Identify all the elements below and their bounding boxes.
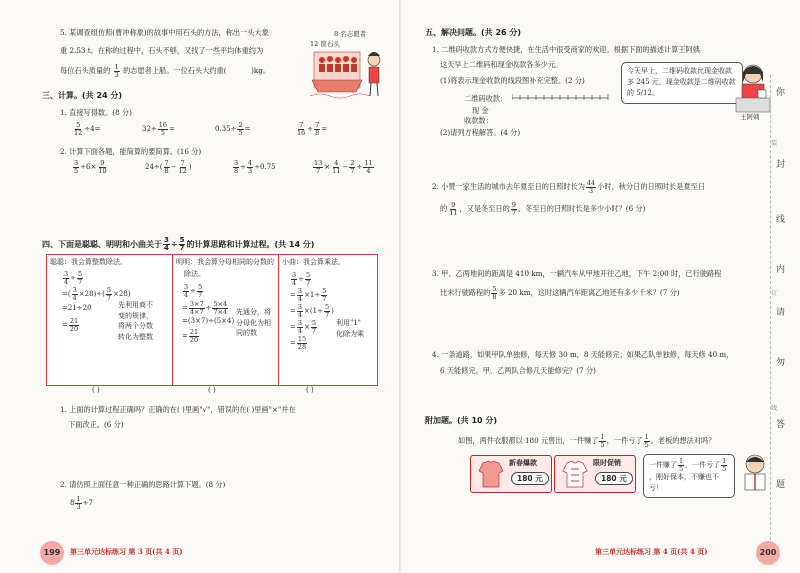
- right-page-number: 200: [756, 541, 780, 565]
- tag-new-year: 新春爆款: [509, 458, 537, 467]
- s4-frac2-num: 5: [179, 236, 185, 244]
- q5-frac-num: 1: [114, 63, 119, 71]
- sidebar-small-3: 线: [771, 405, 778, 412]
- s4-frac2-den: 7: [179, 244, 185, 252]
- col2-note-1: 先通分，将: [236, 308, 271, 316]
- boat-illustration: [310, 30, 390, 108]
- col2-answer-blank[interactable]: ( ): [208, 386, 216, 394]
- woman-illustration: [732, 60, 774, 116]
- s3q1-expr-1[interactable]: $\frac{5}{12}$ ÷4=: [74, 121, 101, 137]
- q5-text-c: )kg。: [251, 66, 271, 75]
- q3-line2: [440, 286, 680, 300]
- q3-frac-den: 8: [492, 292, 497, 301]
- q2-text-b: 小时，秋分日的日照时长是夏至日: [597, 182, 706, 191]
- boss-speech-bubble: [643, 454, 735, 498]
- shirt-icon: [559, 459, 589, 489]
- tag-limited: 限时促销: [593, 458, 621, 467]
- q3-text-a: 比未行驶路程的: [440, 288, 491, 297]
- boss-f1-num: 1: [679, 457, 684, 465]
- col1-note-2: 变的规律，: [118, 311, 153, 320]
- col3-head: 小曲：我会算乘法。: [282, 258, 345, 266]
- col3-answer-blank[interactable]: ( ): [306, 386, 314, 394]
- col1-note-1: 先利用商不: [118, 301, 153, 309]
- q3-frac-num: 5: [492, 285, 497, 293]
- s4-title-b: 的计算思路和计算过程。(共 14 分): [186, 240, 315, 249]
- speaker-label: 王阿姨: [740, 113, 760, 121]
- s3q2-expr-1[interactable]: $\frac{3}{5}$ ÷6× $\frac{9}{10}$: [74, 159, 107, 175]
- right-page: [400, 0, 800, 573]
- q2-f1-den: 3: [588, 186, 594, 195]
- s4-frac1-den: 4: [164, 244, 169, 252]
- extra-f1-num: 1: [600, 433, 605, 441]
- s3q2-expr-2[interactable]: 24÷( $\frac{7}{8}$ − $\frac{7}{12}$ ): [145, 159, 192, 175]
- col3-note-1: 利用"1": [336, 319, 361, 327]
- q2-f2-den: 11: [449, 208, 458, 217]
- q5-line2: 重 2.53 t。在称的过程中，石头不够，又找了一些平均体重约为: [60, 46, 264, 55]
- q1-line1: 1. 二维码收款方式方便快捷，在生活中很受商家的欢迎。根据下面的描述计算王阿姨: [432, 45, 700, 54]
- col1-note: [118, 300, 168, 342]
- col3-note-2: 化除为乘: [336, 329, 364, 338]
- extra-text-a: 如图，两件衣服都以 180 元售出，一件赚了: [458, 436, 599, 445]
- sidebar-char-6: 勿: [776, 358, 786, 368]
- sidebar-char-4: 内: [776, 265, 786, 275]
- s4q2-expr[interactable]: 8 $\frac{1}{3}$ ÷7: [70, 495, 93, 511]
- boss-f2-den: 5: [722, 464, 727, 473]
- boss-text-a: 一件赚了: [649, 461, 677, 469]
- col2-work: $\frac{3}{4}$ ÷ $\frac{5}{7}$ = $\frac{3\times 7}{4\times 7}$ ÷ $\frac{5\times 4}{7\times 4}$ =(3×7)÷(5×4) = $\frac{21}{20}$: [182, 283, 235, 344]
- s3q2-expr-3[interactable]: $\frac{3}{8}$ ÷ $\frac{4}{3}$ ÷0.75: [234, 159, 276, 175]
- s3q1-expr-2[interactable]: 32÷ $\frac{16}{5}$ =: [142, 121, 175, 137]
- clothing-card-1: [470, 455, 552, 493]
- q4-line2: 6 天能修完。甲、乙两队合修几天能修完？(7 分): [440, 366, 596, 375]
- q5-text-a: 每位石头质量的: [60, 66, 111, 75]
- boss-f2-num: 1: [722, 457, 727, 465]
- col2-head: 明明：我会算分母相同的分数的: [176, 258, 274, 266]
- s4-frac1-num: 3: [164, 236, 169, 244]
- q3-text-b: 多 20 km，这时这辆汽车距离乙地还有多少千米？(7 分): [498, 288, 680, 297]
- q1-speech-bubble: [621, 62, 743, 104]
- price-2: 180 元: [595, 472, 633, 485]
- s4q1-line1: 1. 上面的计算过程正确吗？正确的在( )里画"√"，错误的在( )里画"×"并在: [60, 405, 296, 414]
- col2-note-3: 同的数: [236, 329, 257, 337]
- sidebar-char-1: 你: [776, 88, 786, 98]
- q2-f3-den: 7: [511, 208, 516, 217]
- q2-f3-num: 9: [511, 201, 516, 209]
- cash-bar-blank[interactable]: [512, 114, 608, 120]
- clothing-card-2: [554, 455, 636, 493]
- q2-text-c: 的: [440, 204, 448, 213]
- q4-line1: 4. 一条道路，如果甲队单独修，每天修 30 m，8 天能修完；如果乙队单独修，每天修 40 m，: [432, 350, 734, 359]
- sidebar-char-3: 线: [776, 215, 786, 225]
- sidebar-char-7: 答: [776, 420, 786, 430]
- extra-text-b: ，一件亏了: [606, 436, 643, 445]
- s3q2-expr-4[interactable]: $\frac{13}{7}$ × $\frac{4}{11}$ − $\frac{2}{7}$ ÷ $\frac{11}{4}$: [314, 159, 373, 175]
- extra-text-c: 。老板的想法对吗？: [650, 436, 716, 445]
- q2-line1: [432, 180, 705, 194]
- q5-line3: [60, 64, 270, 78]
- s3q1-expr-4[interactable]: $\frac{7}{16}$ ÷ $\frac{7}{8}$ =: [297, 121, 328, 137]
- q3-line1: 3. 甲、乙两地间的距离是 410 km，一辆汽车从甲地开往乙地，下午 2:00 时，已行驶路程: [432, 269, 722, 278]
- q1-line2: 这天早上二维码和现金收款各多少元。: [440, 60, 563, 69]
- q5-line1: 5. 某调查组仿照(曹冲称象)的故事中用石头的方法，称出一头大象: [60, 28, 269, 37]
- box-divider-2: [278, 254, 279, 386]
- col2-note: [236, 307, 271, 339]
- section5-title: 五、解决问题。(共 26 分): [425, 28, 522, 37]
- col1-note-4: 转化为整数: [118, 332, 153, 341]
- section3-title: 三、计算。(共 24 分): [42, 91, 123, 100]
- boss-text-c: ，刚好保本，不赚也不亏！: [649, 473, 719, 493]
- s3q1-title: 1. 直接写得数。(8 分): [60, 108, 132, 117]
- q2-text-e: ，冬至日的日照时长是多少小时？(6 分): [517, 204, 646, 213]
- boss-illustration: [740, 452, 770, 492]
- col3-note: [336, 318, 364, 339]
- col1-note-3: 将两个分数: [118, 322, 153, 330]
- extra-line: [458, 434, 715, 448]
- col2-note-2: 分母化为相: [236, 318, 271, 327]
- price-1: 180 元: [511, 472, 549, 485]
- q1-bar2-label-a: 现 金: [472, 106, 489, 115]
- col1-work: $\frac{3}{4}$ ÷ $\frac{5}{7}$ =( $\frac{3}{4}$ ×28)÷( $\frac{5}{7}$ ×28) =21÷20 = $\frac{21}{20}$: [62, 270, 131, 333]
- extra-f2-num: 1: [644, 433, 649, 441]
- q2-text-a: 2. 小赞一家生活的城市去年夏至日的日照时长为: [432, 182, 585, 191]
- q5-text-b: 的志愿者上船。一位石头大约重(: [123, 66, 227, 75]
- qr-payment-bar: [512, 92, 612, 102]
- sidebar-char-2: 封: [776, 160, 786, 170]
- q5-frac-den: 3: [114, 70, 119, 79]
- col1-head: 聪聪：我会算整数除法。: [50, 258, 127, 266]
- illus-label-volunteers: 8 名志愿者: [334, 30, 367, 38]
- sidebar-char-5: 请: [776, 308, 786, 318]
- boss-text-b: ，一件亏了: [685, 461, 721, 469]
- sidebar-char-8: 题: [776, 480, 786, 490]
- extra-f1-den: 5: [600, 440, 605, 449]
- q1-bubble-text: 今天早上，二维码收款比现金收款多 245 元，现金收款是二维码收款的 5/12。: [627, 67, 736, 98]
- q1-bar2-label-b: 收款数：: [464, 116, 493, 125]
- s4-title-a: 四、下面是聪聪、明明和小曲关于: [42, 240, 162, 249]
- q2-f1-num: 44: [586, 179, 596, 187]
- extra-title: 附加题。(共 10 分): [425, 416, 498, 425]
- q1-sub1: (1)将表示现金收款的线段图补充完整。(2 分): [440, 76, 585, 85]
- boss-f1-den: 5: [679, 464, 684, 473]
- q5-fraction: [114, 64, 120, 78]
- illus-label-stones: 12 筐石头: [310, 40, 340, 48]
- col3-work: $\frac{3}{4}$ ÷ $\frac{5}{7}$ = $\frac{3}{4}$ ×1÷ $\frac{5}{7}$ = $\frac{3}{4}$ ×(1÷ $\frac{5}{7}$ ) = $\frac{3}{4}$ × $\frac{5}{7}$ = $\frac{15}{28}$: [290, 271, 334, 351]
- right-footer: 第三单元达标练习 第 4 页(共 4 页): [595, 547, 708, 556]
- q2-text-d: ，又是冬至日的: [459, 204, 510, 213]
- col2-head2: 除法。: [184, 270, 205, 278]
- s3q2-title: 2. 计算下面各题，能简算的要简算。(16 分): [60, 147, 202, 156]
- col1-answer-blank[interactable]: ( ): [92, 386, 100, 394]
- boat-drawing: [310, 30, 390, 108]
- extra-f2-den: 5: [644, 440, 649, 449]
- sidebar-small-2: 订: [771, 290, 778, 297]
- jacket-icon: [475, 459, 505, 489]
- left-page-number: 199: [40, 541, 64, 565]
- section4-title: 四、下面是聪聪、明明和小曲关于 $\frac{3}{4}$ ÷ $\frac{5}{7}$ 的计算思路和计算过程。(共 14 分): [42, 236, 315, 252]
- s3q1-expr-3[interactable]: 0.35÷ $\frac{2}{5}$ =: [215, 121, 251, 137]
- q1-bar1-label: 二维码收款：: [464, 94, 508, 103]
- left-footer: 第三单元达标练习 第 3 页(共 4 页): [70, 547, 183, 556]
- box-divider-1: [172, 254, 173, 386]
- q1-sub2: (2)请列方程解答。(4 分): [440, 128, 521, 137]
- s4q2-title: 2. 请仿照上面任意一种正确的思路计算下题。(8 分): [60, 480, 226, 489]
- q2-line2: [440, 202, 645, 216]
- s4q1-line2: 下面改正。(6 分): [68, 420, 124, 429]
- q2-f2-num: 9: [451, 201, 456, 209]
- sidebar-small-1: 装: [771, 140, 778, 147]
